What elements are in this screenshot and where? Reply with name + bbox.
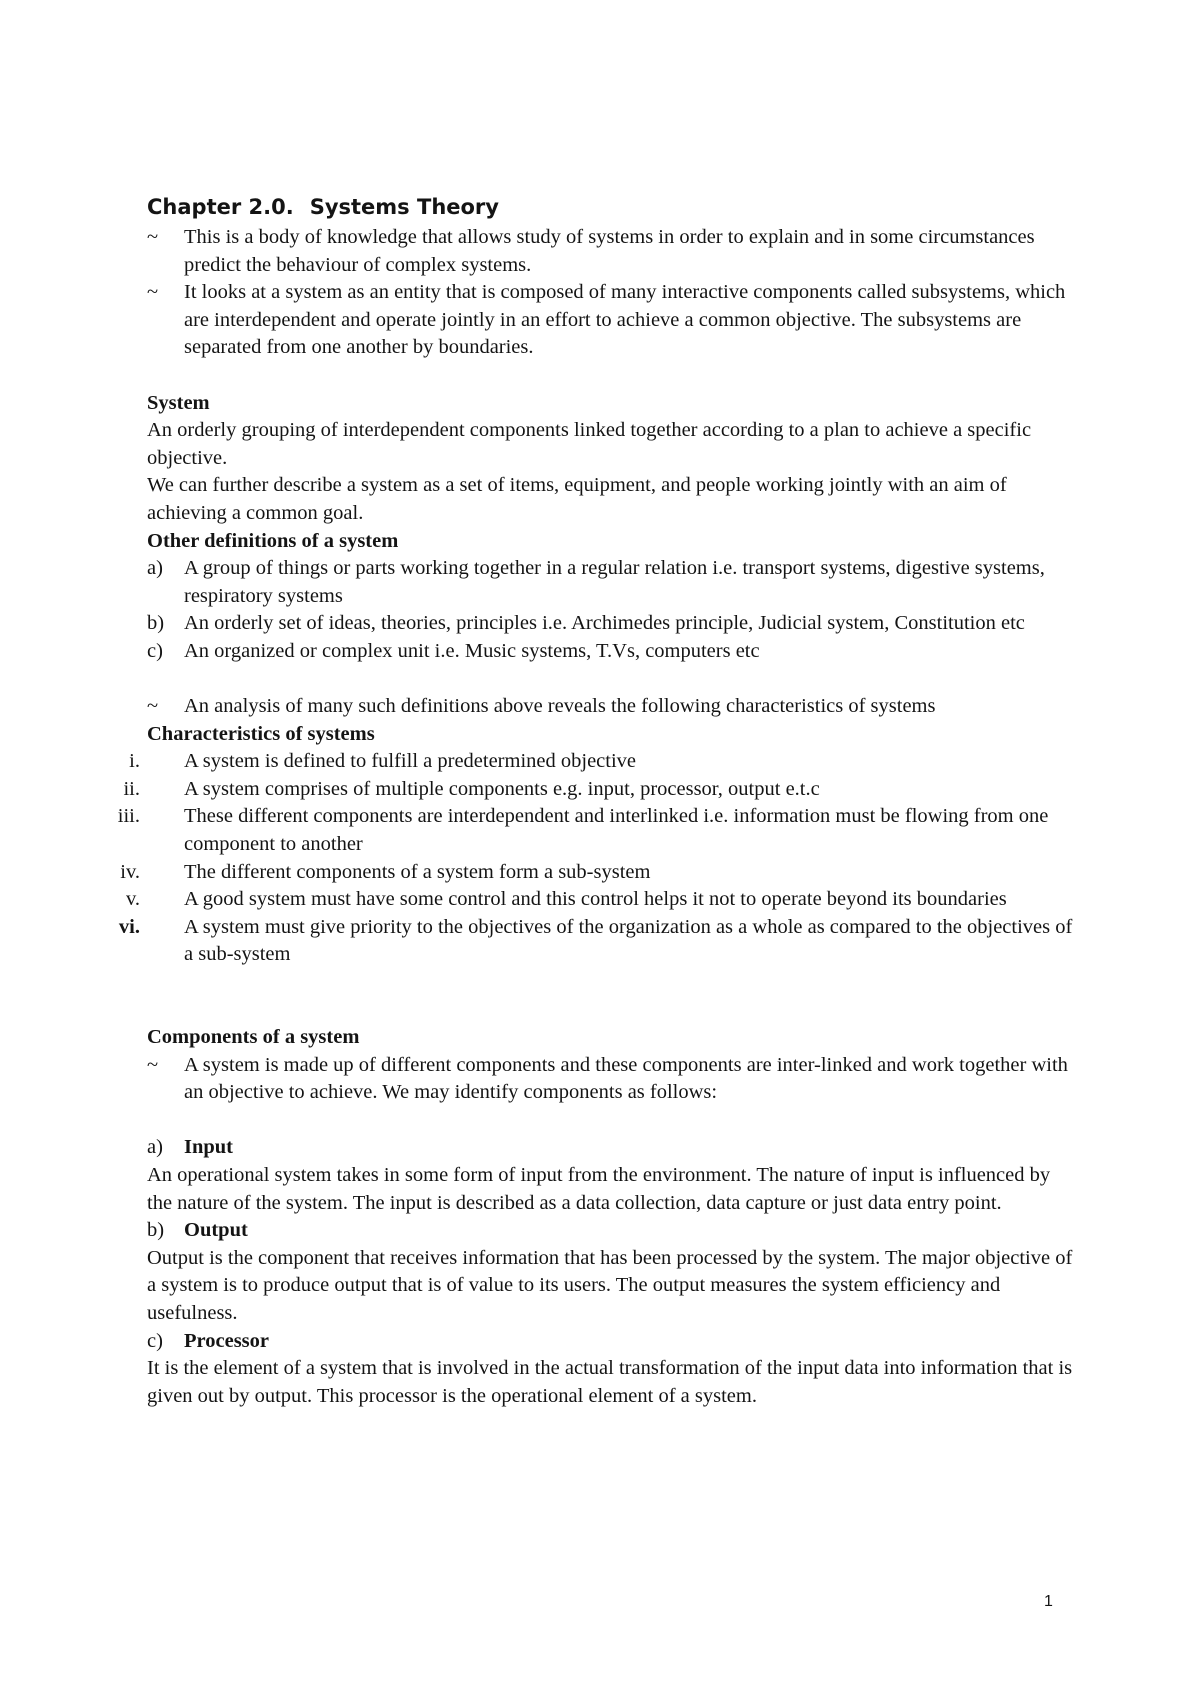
tilde-bullet-icon: ~ — [147, 695, 159, 718]
roman-numeral: vi. — [118, 915, 140, 938]
characteristic-text: A system must give priority to the objectives of the organization as a whole as compared to the objectives of a sub-system — [184, 915, 1073, 966]
characteristic-text: A good system must have some control and this control helps it not to operate beyond its boundaries — [184, 888, 1007, 911]
intro-text: It looks at a system as an entity that is composed of many interactive components called subsystems, which are interdependent and operate jointly in an effort to achieve a common objective. The subsystems are separated from one another by boundaries. — [184, 281, 1066, 359]
tilde-bullet-icon: ~ — [147, 281, 159, 304]
processor-paragraph: It is the element of a system that is involved in the actual transformation of the input data into information that is given out by output. This processor is the operational element of a system. — [147, 1357, 1073, 1407]
output-heading-text: Output — [184, 1219, 248, 1242]
characteristic-text: The different components of a system form a sub-system — [184, 860, 651, 883]
characteristic-item — [123, 776, 1077, 804]
input-heading — [147, 1134, 1077, 1162]
characteristic-item — [117, 803, 1077, 858]
chapter-title — [147, 192, 1077, 222]
output-paragraph: Output is the component that receives information that has been processed by the system. The major objective of a system is to produce output that is of value to its users. The output measures the system efficiency and usefulness. — [147, 1246, 1073, 1324]
definition-item — [147, 638, 1077, 666]
characteristics-heading: Characteristics of systems — [147, 722, 375, 745]
components-intro-bullet — [147, 1052, 1077, 1107]
chapter-number: Chapter 2.0. — [147, 195, 294, 219]
input-label: a) — [147, 1136, 163, 1159]
roman-numeral: iv. — [120, 860, 140, 883]
system-heading: System — [147, 391, 210, 414]
characteristic-item — [120, 859, 1077, 887]
characteristic-text: A system is defined to fulfill a predetermined objective — [184, 750, 637, 773]
definition-text: An organized or complex unit i.e. Music systems, T.Vs, computers etc — [184, 639, 760, 662]
input-paragraph: An operational system takes in some form of input from the environment. The nature of input is influenced by the nature of the system. The input is described as a data collection, data capture or just data entry point. — [147, 1164, 1051, 1214]
analysis-text: An analysis of many such definitions above reveals the following characteristics of systems — [184, 695, 936, 718]
page-number: 1 — [1044, 1593, 1053, 1610]
roman-numeral: i. — [129, 750, 140, 773]
characteristic-item — [129, 748, 1077, 776]
page-content — [117, 192, 1077, 1410]
roman-numeral: ii. — [123, 777, 140, 800]
intro-bullet — [147, 224, 1077, 279]
system-paragraph: An orderly grouping of interdependent components linked together according to a plan to achieve a specific objective. — [147, 419, 1032, 469]
definition-text: A group of things or parts working together in a regular relation i.e. transport systems, digestive systems, respiratory systems — [184, 557, 1045, 607]
definition-label: a) — [147, 557, 163, 580]
characteristic-item — [125, 886, 1077, 914]
analysis-bullet — [147, 693, 1077, 721]
components-heading: Components of a system — [147, 1026, 360, 1049]
intro-bullet — [147, 279, 1077, 362]
definition-text: An orderly set of ideas, theories, principles i.e. Archimedes principle, Judicial system, Constitution etc — [184, 612, 1025, 635]
definition-label: c) — [147, 639, 163, 662]
chapter-topic: Systems Theory — [309, 195, 499, 219]
processor-heading-text: Processor — [184, 1329, 270, 1352]
definition-item — [147, 555, 1077, 610]
tilde-bullet-icon: ~ — [147, 1053, 159, 1076]
output-heading — [147, 1217, 1077, 1245]
other-definitions-heading: Other definitions of a system — [147, 529, 399, 552]
definition-label: b) — [147, 612, 165, 635]
processor-label: c) — [147, 1329, 163, 1352]
tilde-bullet-icon: ~ — [147, 226, 159, 248]
characteristic-text: A system comprises of multiple components e.g. input, processor, output e.t.c — [184, 777, 820, 800]
definition-item — [147, 610, 1077, 638]
processor-heading — [147, 1328, 1077, 1356]
roman-numeral: v. — [125, 888, 140, 911]
components-intro-text: A system is made up of different components and these components are inter-linked and work together with an objective to achieve. We may identify components as follows: — [184, 1053, 1068, 1104]
output-label: b) — [147, 1219, 165, 1242]
characteristic-text: These different components are interdependent and interlinked i.e. information must be flowing from one component to another — [184, 805, 1049, 856]
intro-text: This is a body of knowledge that allows study of systems in order to explain and in some circumstances predict the behaviour of complex systems. — [184, 226, 1035, 276]
input-heading-text: Input — [184, 1136, 234, 1159]
roman-numeral: iii. — [117, 805, 140, 828]
system-paragraph: We can further describe a system as a set of items, equipment, and people working jointly with an aim of achieving a common goal. — [147, 474, 1007, 524]
characteristic-item — [118, 914, 1077, 969]
